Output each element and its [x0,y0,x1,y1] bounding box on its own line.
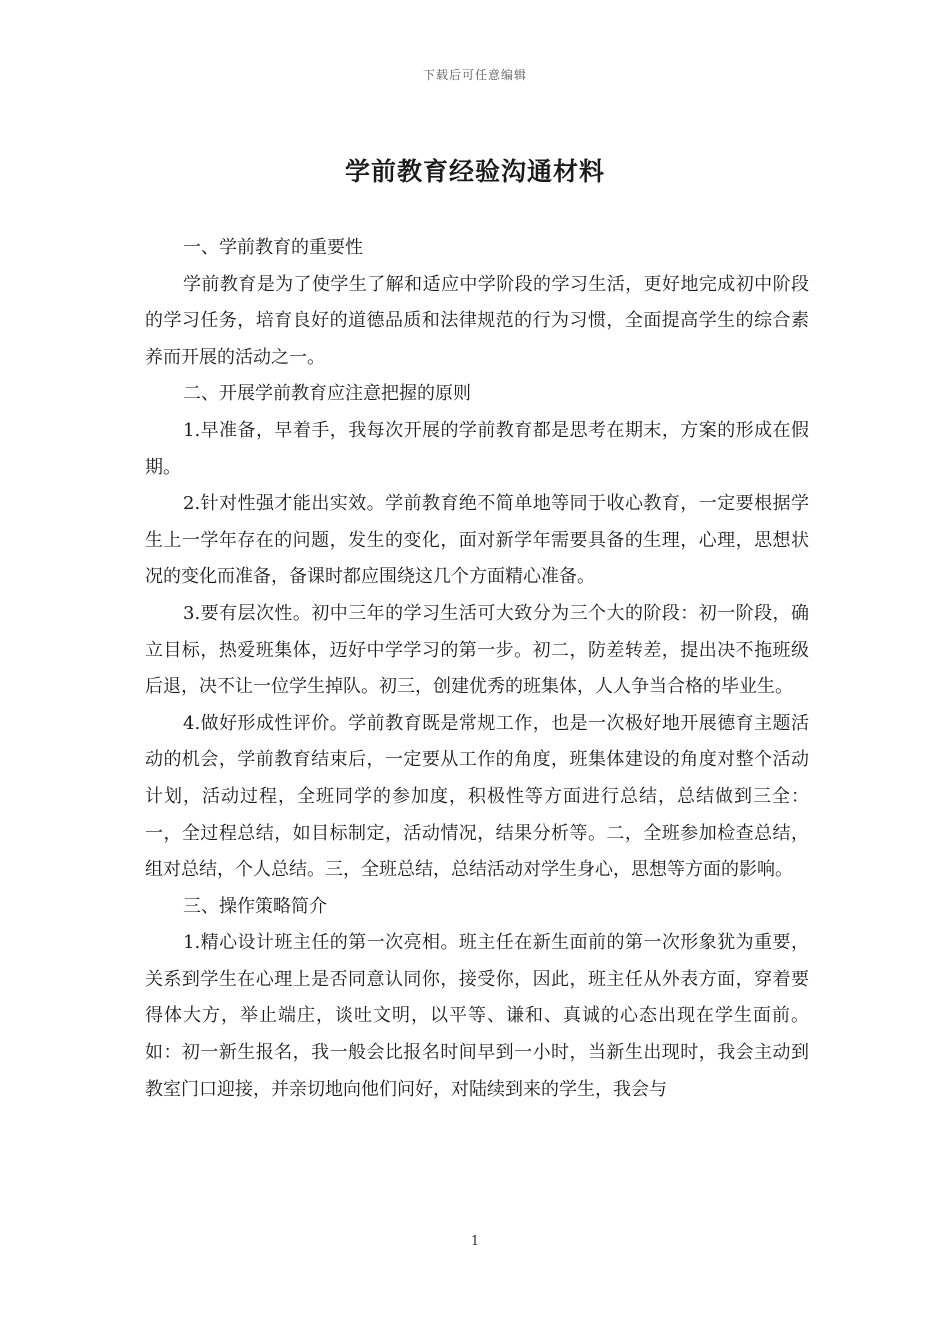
section-heading-1: 一、学前教育的重要性 [183,237,363,258]
paragraph: 2.针对性强才能出实效。学前教育绝不简单地等同于收心教育，一定要根据学生上一学年存在的问题，发生的变化，面对新学年需要具备的生理，心理，思想状况的变化而准备，备课时都应围绕这几个方面精心准备。 [145,493,809,588]
document-title: 学前教育经验沟通材料 [344,157,605,186]
paragraph: 1.早准备，早着手，我每次开展的学前教育都是思考在期末，方案的形成在假期。 [145,419,809,478]
section-heading-2: 二、开展学前教育应注意把握的原则 [183,383,471,405]
header-note: 下载后可任意编辑 [422,68,527,82]
page-number: 1 [470,1234,480,1249]
paragraph: 3.要有层次性。初中三年的学习生活可大致分为三个大的阶段：初一阶段，确立目标，热爱班集体，迈好中学学习的第一步。初二，防差转差，提出决不拖班级后退，决不让一位学生掉队。初三，创建优秀的班集体，人人争当合格的毕业生。 [145,602,809,698]
paragraph: 1.精心设计班主任的第一次亮相。班主任在新生面前的第一次形象犹为重要，关系到学生在心理上是否同意认同你，接受你，因此，班主任从外表方面，穿着要得体大方，举止端庄，谈吐文明，以平等、谦和、真诚的心态出现在学生面前。如：初一新生报名，我一般会比报名时间早到一小时，当新生出现时，我会主动到教室门口迎接，并亲切地向他们问好，对陆续到来的学生，我会与 [145,932,809,1100]
document-body [145,230,809,1108]
section-heading-3: 三、操作策略简介 [183,895,327,917]
paragraph: 学前教育是为了使学生了解和适应中学阶段的学习生活，更好地完成初中阶段的学习任务，培育良好的道德品质和法律规范的行为习惯，全面提高学生的综合素养而开展的活动之一。 [145,273,809,368]
paragraph: 4.做好形成性评价。学前教育既是常规工作，也是一次极好地开展德育主题活动的机会，学前教育结束后，一定要从工作的角度，班集体建设的角度对整个活动计划，活动过程，全班同学的参加度，积极性等方面进行总结，总结做到三全：一，全过程总结，如目标制定，活动情况，结果分析等。二，全班参加检查总结，组对总结，个人总结。三，全班总结，总结活动对学生身心，思想等方面的影响。 [145,712,809,881]
